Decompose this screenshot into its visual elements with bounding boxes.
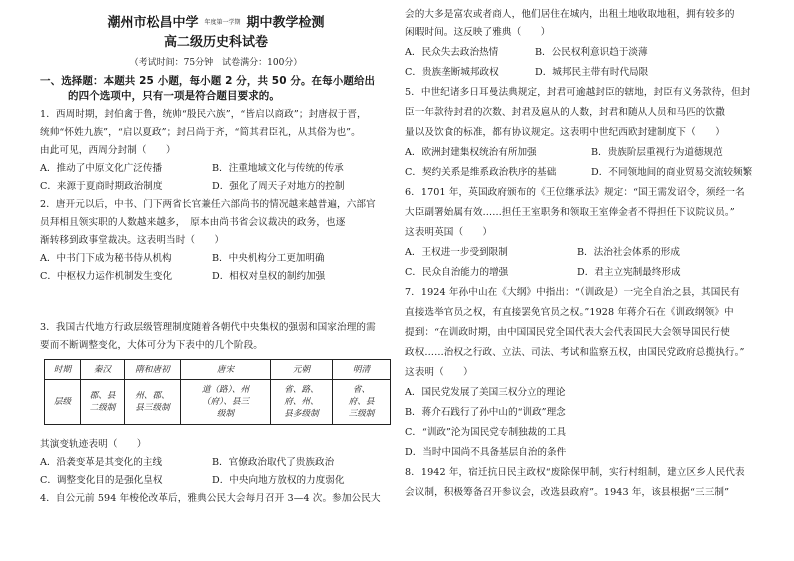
q7-option-c[interactable]: C．“训政”沦为国民党专制独裁的工具 <box>405 427 567 438</box>
exam-subtitle: 高二级历史科试卷 <box>163 35 268 50</box>
q3-option-c[interactable]: C．调整变化目的是强化皇权 <box>40 475 163 486</box>
q1-line: 1．西周时期，封伯禽于鲁，统帅“殷民六族”，“皆启以商政”；封唐叔于晋， <box>40 109 367 120</box>
q1-option-d[interactable]: D．强化了周天子对地方的控制 <box>212 181 345 192</box>
exam-title <box>40 14 392 33</box>
q2-option-c[interactable]: C．中枢权力运作机制发生变化 <box>40 271 173 282</box>
table-cell: 州、郡、县三级制 <box>125 380 181 425</box>
q2-option-d[interactable]: D．相权对皇权的制约加强 <box>212 271 326 282</box>
q3-option-a[interactable]: A．沿袭变革是其变化的主线 <box>40 457 163 468</box>
table-row <box>45 380 391 425</box>
term-label: 年度第一学期 <box>204 19 241 26</box>
q4-line: 闲暇时间。这反映了雅典（ ） <box>405 27 551 38</box>
q3-option-b[interactable]: B．官僚政治取代了贵族政治 <box>212 457 335 468</box>
q3-line: 3．我国古代地方行政层级管理制度随着各朝代中央集权的强弱和国家治理的需 <box>40 322 376 333</box>
exam-info: （考试时间：75分钟 试卷满分：100分） <box>129 58 303 68</box>
q7-line: 这表明（ ） <box>405 367 473 378</box>
table-header-cell: 隋和唐初 <box>125 360 181 380</box>
q3-line: 要而不断调整变化，大体可分为下表中的几个阶段。 <box>40 340 263 351</box>
q2-line: 渐转移到政事堂裁决。这表明当时（ ） <box>40 235 225 246</box>
table-header-cell: 时期 <box>45 360 81 380</box>
table-header-cell: 明清 <box>333 360 391 380</box>
q5-option-d[interactable]: D．不同领地间的商业贸易交流较频繁 <box>591 167 753 178</box>
table-header-cell: 元朝 <box>271 360 333 380</box>
q7-option-b[interactable]: B．蒋介石践行了孙中山的“训政”理念 <box>405 407 566 418</box>
q2-line: 员拜相且领实职的人数越来越多， 原本由尚书省会议裁决的政务，也逐 <box>40 217 346 228</box>
q6-line: 6．1701 年，英国政府颁布的《王位继承法》规定：“国王需发诏令，须经一名 <box>405 187 745 198</box>
q5-line: 臣一年款待封君的次数、封君及扈从的人数，封君和随从人员和马匹的饮撒 <box>405 107 725 118</box>
q2-option-b[interactable]: B．中央机构分工更加明确 <box>212 253 325 264</box>
q7-line: 政权……治权之行政、立法、司法、考试和监察五权，由国民党政府总揽执行。” <box>405 347 745 358</box>
q2-option-a[interactable]: A．中书门下成为秘书侍从机构 <box>40 253 172 264</box>
q1-option-b[interactable]: B．注重地域文化与传统的传承 <box>212 163 344 174</box>
q3-option-d[interactable]: D．中央向地方放权的力度弱化 <box>212 475 345 486</box>
q7-line: 提到：“在训政时期，由中国国民党全国代表大会代表国民大会领导国民行使 <box>405 327 730 338</box>
q2-line: 2．唐开元以后，中书、门下两省长官兼任六部尚书的情况越来越普遍，六部官 <box>40 199 376 210</box>
q3-question: 其演变轨迹表明（ ） <box>40 439 147 450</box>
q1-option-a[interactable]: A．推动了中原文化广泛传播 <box>40 163 163 174</box>
section-heading-line1: 一、选择题：本题共 25 小题，每小题 2 分，共 50 分。在每小题给出 <box>40 75 376 87</box>
q6-line: 大臣副署始属有效……担任王室职务和领取王室俸金者不得担任下议院议员。” <box>405 207 735 218</box>
q5-line: 量以及饮食的标准，都有协议规定。这表明中世纪西欧封建制度下（ ） <box>405 127 725 138</box>
q4-line: 4．自公元前 594 年梭伦改革后，雅典公民大会每月召开 3—4 次。参加公民大 <box>40 493 381 504</box>
q6-line: 这表明英国（ ） <box>405 227 493 238</box>
exam-name: 期中教学检测 <box>246 15 325 31</box>
table-row-label: 层级 <box>45 380 81 425</box>
q7-line: 直接选举官员之权，有直接罢免官员之权。”1928 年蒋介石在《训政纲领》中 <box>405 307 734 318</box>
q5-line: 5．中世纪诸多日耳曼法典规定，封君可逾越封臣的辖地，封臣有义务款待，但封 <box>405 87 751 98</box>
q5-option-b[interactable]: B．贵族阶层重视行为道德规范 <box>591 147 723 158</box>
q6-option-b[interactable]: B．法治社会体系的形成 <box>577 247 680 258</box>
table-cell: 道（路）、州（府）、县三级制 <box>181 380 271 425</box>
q1-line: 统帅“怀姓九族”，“启以夏政”；封吕尚于齐，“简其君臣礼，从其俗为也”。 <box>40 127 361 138</box>
q4-option-a[interactable]: A．民众失去政治热情 <box>405 47 499 58</box>
q4-option-c[interactable]: C．贵族垄断城邦政权 <box>405 67 499 78</box>
q6-option-a[interactable]: A．王权进一步受到限制 <box>405 247 508 258</box>
table-header-row <box>45 360 391 380</box>
q1-option-c[interactable]: C．来源于夏商时期政治制度 <box>40 181 163 192</box>
table-header-cell: 秦汉 <box>81 360 125 380</box>
q3-table <box>44 359 391 425</box>
table-header-cell: 唐宋 <box>181 360 271 380</box>
table-cell: 省、府、县三级制 <box>333 380 391 425</box>
q5-option-a[interactable]: A．欧洲封建集权统治有所加强 <box>405 147 537 158</box>
q4-option-b[interactable]: B．公民权利意识趋于淡薄 <box>535 47 648 58</box>
q7-option-d[interactable]: D．当时中国尚不具备基层自治的条件 <box>405 447 567 458</box>
q5-option-c[interactable]: C．契约关系是维系政治秩序的基础 <box>405 167 557 178</box>
table-cell: 省、路、府、州、县多级制 <box>271 380 333 425</box>
q4-option-d[interactable]: D．城邦民主带有时代局限 <box>535 67 649 78</box>
q7-option-a[interactable]: A．国民党发展了美国三权分立的理论 <box>405 387 566 398</box>
q8-line: 会议制，积极筹备召开参议会，改选县政府”。1943 年，该县根据“三三制” <box>405 487 730 498</box>
school-name: 潮州市松昌中学 <box>107 15 199 31</box>
q6-option-d[interactable]: D．君主立宪制最终形成 <box>577 267 681 278</box>
q6-option-c[interactable]: C．民众自治能力的增强 <box>405 267 509 278</box>
q4-line: 会的大多是富农或者商人，他们居住在城内，出租土地收取地租，拥有较多的 <box>405 9 735 20</box>
q8-line: 8．1942 年，宿迁抗日民主政权“废除保甲制，实行村组制，建立区乡人民代表 <box>405 467 745 478</box>
section-heading-line2: 的四个选项中，只有一项是符合题目要求的。 <box>68 90 280 102</box>
q1-line: 由此可见，西周分封制（ ） <box>40 145 176 156</box>
table-cell: 郡、县二级制 <box>81 380 125 425</box>
q7-line: 7．1924 年孙中山在《大纲》中指出：“（训政是）一完全自治之县，其国民有 <box>405 287 740 298</box>
